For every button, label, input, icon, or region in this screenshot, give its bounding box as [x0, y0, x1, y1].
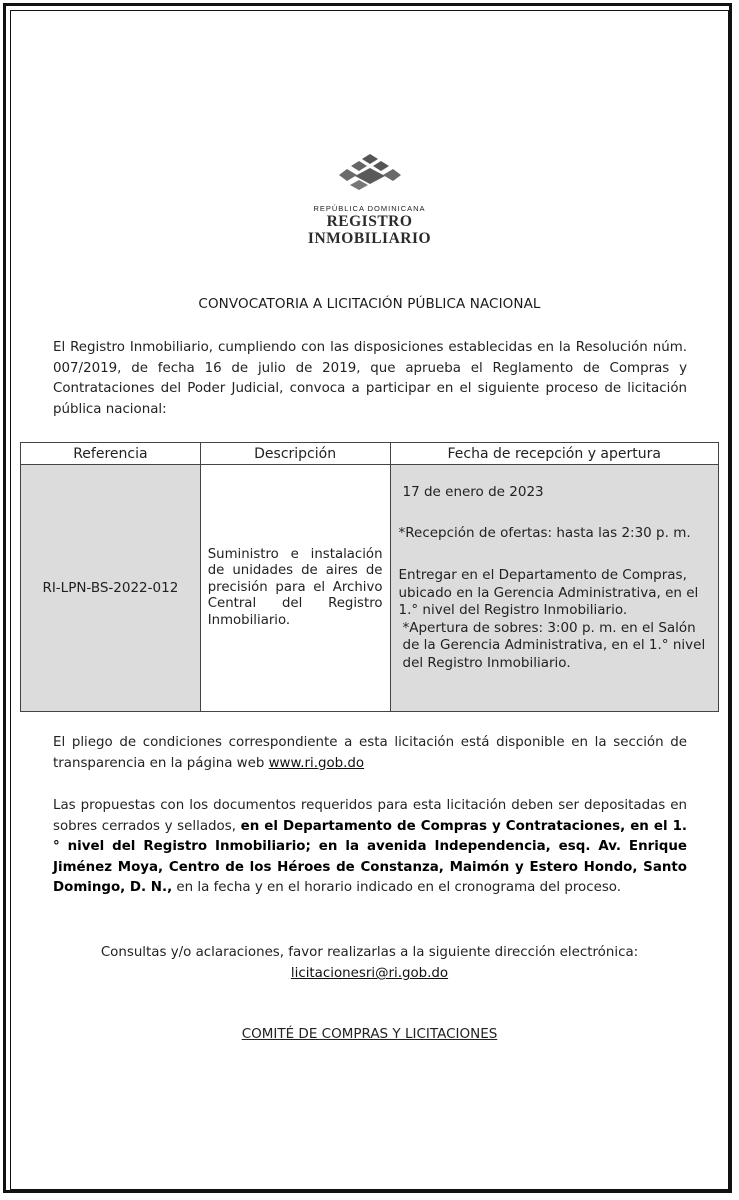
propuestas-text-end: en la fecha y en el horario indicado en el cronograma del proceso. — [172, 880, 622, 895]
propuestas-address: en el Departamento de Compras y Contrataciones, en el 1.° nivel del Registro Inmobiliario; en la avenida Independencia, esq. Av. Enrique Jiménez Moya, Centro de los Héroes de Constanza, Maimón y Estero Hondo, Santo Domingo, D. N., — [53, 818, 687, 895]
consultas-text: Consultas y/o aclaraciones, favor realizarlas a la siguiente dirección electrónica: — [100, 945, 639, 960]
table-row — [21, 465, 719, 712]
pliego-text: El pliego de condiciones correspondiente a esta licitación está disponible en la sección de transparencia en la página web — [53, 735, 687, 771]
consultas-block — [0, 942, 739, 984]
registro-inmobiliario-logo — [0, 150, 739, 247]
comite-signature: COMITÉ DE COMPRAS Y LICITACIONES — [241, 1026, 498, 1042]
logo-line-1: REGISTRO — [326, 213, 413, 230]
header-descripcion: Descripción — [200, 443, 390, 465]
licitacion-table — [20, 442, 719, 712]
propuestas-text-start: Las propuestas con los documentos requeridos para esta licitación deben ser depositadas en sobres cerrados y sellados, — [53, 798, 687, 834]
website-link[interactable]: www.ri.gob.do — [268, 755, 365, 771]
logo-line-2: INMOBILIARIO — [307, 230, 432, 247]
cell-fecha — [390, 465, 719, 712]
header-fecha: Fecha de recepción y apertura — [390, 443, 719, 465]
fecha-recepcion: *Recepción de ofertas: hasta las 2:30 p. m. — [398, 524, 691, 541]
email-link[interactable]: licitacionesri@ri.gob.do — [290, 966, 449, 981]
page-title: CONVOCATORIA A LICITACIÓN PÚBLICA NACIONAL — [198, 296, 541, 312]
propuestas-paragraph — [53, 796, 687, 899]
cell-descripcion: Suministro e instalación de unidades de aires de precisión para el Archivo Central del Registro Inmobiliario. — [200, 465, 390, 712]
intro-paragraph: El Registro Inmobiliario, cumpliendo con las disposiciones establecidas en la Resolución núm. 007/2019, de fecha 16 de julio de 2019, que aprueba el Reglamento de Compras y Contrataciones del Poder Judicial, convoca a participar en el siguiente proceso de licitación pública nacional: — [53, 340, 687, 417]
fecha-apertura: *Apertura de sobres: 3:00 p. m. en el Salón de la Gerencia Administrativa, en el 1.° nivel del Registro Inmobiliario. — [402, 619, 706, 671]
cell-referencia: RI-LPN-BS-2022-012 — [21, 465, 201, 712]
header-referencia: Referencia — [21, 443, 201, 465]
pliego-paragraph — [53, 733, 687, 774]
table-header-row — [21, 443, 719, 465]
fecha-date: 17 de enero de 2023 — [402, 484, 544, 500]
logo-subtitle: REPÚBLICA DOMINICANA — [313, 204, 426, 213]
registro-inmobiliario-logo-icon — [337, 150, 403, 192]
fecha-entregar: Entregar en el Departamento de Compras, ubicado en la Gerencia Administrativa, en el 1.° nivel del Registro Inmobiliario. — [398, 567, 699, 618]
